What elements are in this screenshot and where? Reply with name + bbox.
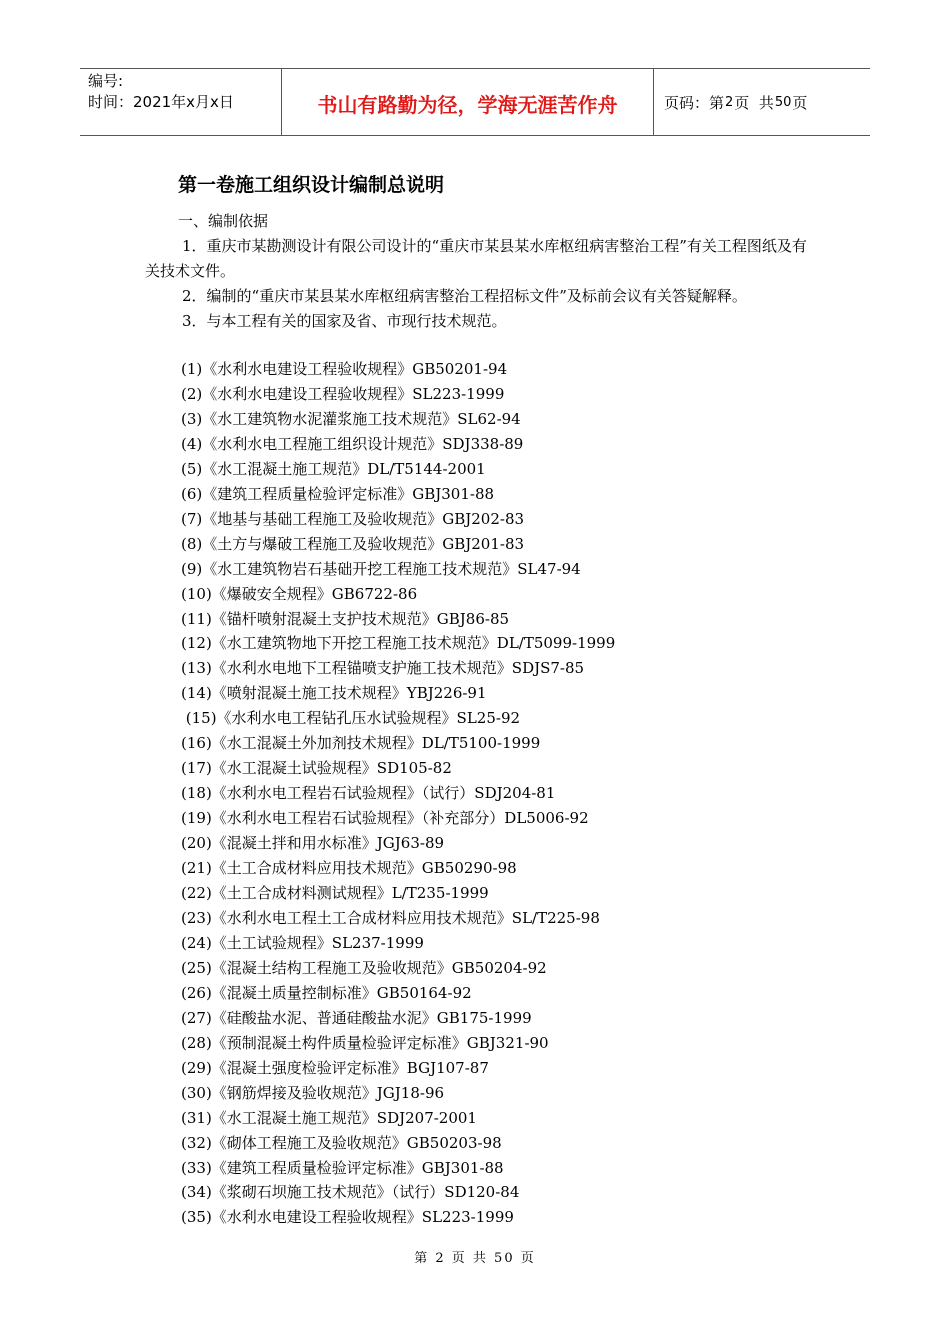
header-meta [80, 69, 282, 135]
standard-item: (18)《水利水电工程岩石试验规程》（试行）SDJ204-81 [181, 784, 556, 803]
standard-item: (15)《水利水电工程钻孔压水试验规程》SL25-92 [181, 709, 521, 728]
basis-item-1: 1．重庆市某勘测设计有限公司设计的“重庆市某县某水库枢纽病害整治工程”有关工程图纸及有关技术文件。 [145, 237, 807, 280]
page-current: 2 [725, 94, 734, 110]
basis-item-3: 3．与本工程有关的国家及省、市现行技术规范。 [182, 312, 507, 330]
document-number-label: 编号: [88, 72, 124, 90]
page-footer: 第 2 页 共 50 页 [414, 1251, 536, 1266]
page-mid: 页 共 [734, 93, 774, 112]
standard-item: (5)《水工混凝土施工规范》DL/T5144-2001 [181, 459, 486, 478]
standard-item: (2)《水利水电建设工程验收规程》SL223-1999 [181, 384, 505, 403]
standard-item: (27)《硅酸盐水泥、普通硅酸盐水泥》GB175-1999 [181, 1008, 532, 1027]
header-page-indicator [654, 69, 870, 135]
intro-section [145, 209, 815, 334]
standard-item: (28)《预制混凝土构件质量检验评定标准》GBJ321-90 [181, 1033, 549, 1052]
standard-item: (33)《建筑工程质量检验评定标准》GBJ301-88 [181, 1158, 504, 1177]
standard-item: (26)《混凝土质量控制标准》GB50164-92 [181, 983, 472, 1002]
standard-item: (31)《水工混凝土施工规范》SDJ207-2001 [181, 1108, 477, 1127]
standard-item: (25)《混凝土结构工程施工及验收规范》GB50204-92 [181, 958, 547, 977]
page-suffix: 页 [792, 93, 808, 112]
standard-item: (16)《水工混凝土外加剂技术规程》DL/T5100-1999 [181, 734, 541, 753]
page-total: 50 [774, 94, 792, 110]
standard-item: (11)《锚杆喷射混凝土支护技术规范》GBJ86-85 [181, 609, 510, 628]
standard-item: (17)《水工混凝土试验规程》SD105-82 [181, 759, 452, 778]
standard-item: (19)《水利水电工程岩石试验规程》（补充部分）DL5006-92 [181, 809, 589, 828]
standard-item: (13)《水利水电地下工程锚喷支护施工技术规范》SDJS7-85 [181, 659, 585, 678]
section-heading: 一、编制依据 [178, 212, 269, 230]
standard-item: (34)《浆砌石坝施工技术规范》（试行）SD120-84 [181, 1183, 520, 1202]
standard-item: (32)《砌体工程施工及验收规范》GB50203-98 [181, 1133, 502, 1152]
standard-item: (30)《钢筋焊接及验收规范》JGJ18-96 [181, 1083, 445, 1102]
standard-item: (29)《混凝土强度检验评定标准》BGJ107-87 [181, 1058, 489, 1077]
document-title: 第一卷施工组织设计编制总说明 [178, 174, 445, 196]
standard-item: (6)《建筑工程质量检验评定标准》GBJ301-88 [181, 484, 495, 503]
page-prefix: 页码：第 [664, 93, 725, 112]
standard-item: (20)《混凝土拌和用水标准》JGJ63-89 [181, 834, 445, 853]
standard-item: (8)《土方与爆破工程施工及验收规范》GBJ201-83 [181, 534, 525, 553]
standard-item: (4)《水利水电工程施工组织设计规范》SDJ338-89 [181, 434, 524, 453]
standard-item: (9)《水工建筑物岩石基础开挖工程施工技术规范》SL47-94 [181, 559, 581, 578]
standards-list [181, 357, 615, 1230]
standard-item: (12)《水工建筑物地下开挖工程施工技术规范》DL/T5099-1999 [181, 634, 616, 653]
document-time: 时间：2021年x月x日 [88, 93, 234, 111]
standard-item: (23)《水利水电工程土工合成材料应用技术规范》SL/T225-98 [181, 908, 600, 927]
page-header [80, 68, 870, 136]
standard-item: (10)《爆破安全规程》GB6722-86 [181, 584, 418, 603]
standard-item: (1)《水利水电建设工程验收规程》GB50201-94 [181, 360, 508, 378]
standard-item: (7)《地基与基础工程施工及验收规范》GBJ202-83 [181, 509, 525, 528]
standard-item: (35)《水利水电建设工程验收规程》SL223-1999 [181, 1208, 514, 1227]
standard-item: (3)《水工建筑物水泥灌浆施工技术规范》SL62-94 [181, 409, 521, 428]
standard-item: (21)《土工合成材料应用技术规范》GB50290-98 [181, 859, 517, 878]
standard-item: (14)《喷射混凝土施工技术规程》YBJ226-91 [181, 684, 487, 703]
header-motto: 书山有路勤为径，学海无涯苦作舟 [282, 69, 654, 135]
basis-item-2: 2．编制的“重庆市某县某水库枢纽病害整治工程招标文件”及标前会议有关答疑解释。 [182, 287, 747, 305]
standard-item: (24)《土工试验规程》SL237-1999 [181, 933, 424, 952]
standard-item: (22)《土工合成材料测试规程》L/T235-1999 [181, 884, 489, 903]
